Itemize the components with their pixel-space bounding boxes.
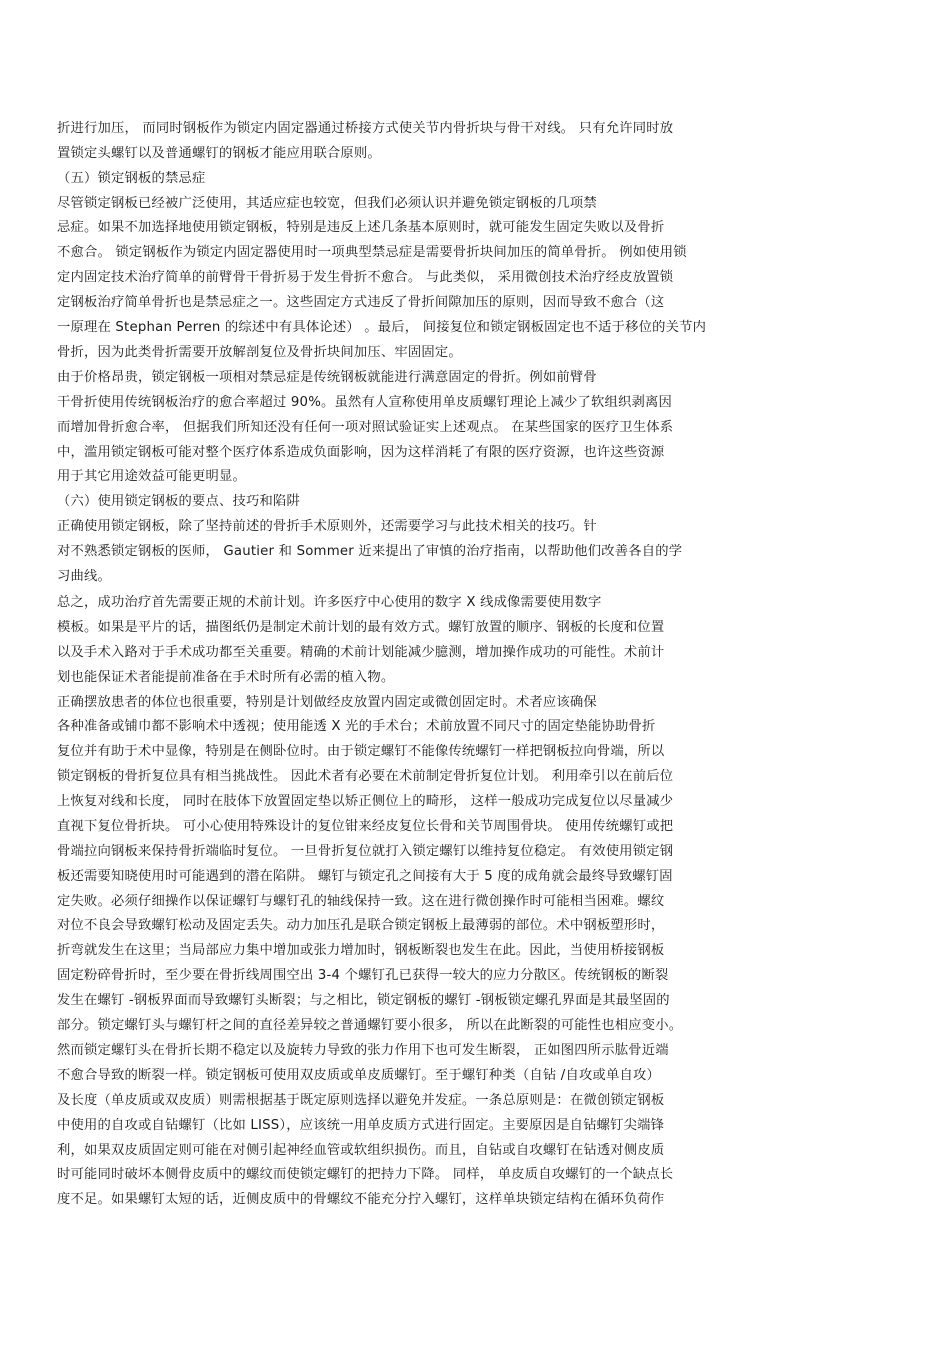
text-line: 模板。如果是平片的话，描图纸仍是制定术前计划的最有效方式。螺钉放置的顺序、钢板的长度和位置 xyxy=(57,620,665,635)
text-line: 划也能保证术者能提前准备在手术时所有必需的植入物。 xyxy=(57,670,395,685)
text-line: 发生在螺钉 -钢板界面而导致螺钉头断裂；与之相比，锁定钢板的螺钉 -钢板锁定螺孔界面是其最坚固的 xyxy=(57,993,670,1008)
text-line: 置锁定头螺钉以及普通螺钉的钢板才能应用联合原则。 xyxy=(57,146,381,161)
text-line: 复位并有助于术中显像，特别是在侧卧位时。由于锁定螺钉不能像传统螺钉一样把钢板拉向骨端，所以 xyxy=(57,744,665,759)
text-line: 骨端拉向钢板来保持骨折端临时复位。 一旦骨折复位就打入锁定螺钉以维持复位稳定。 有效使用锁定钢 xyxy=(57,844,674,859)
text-line: 不愈合。 锁定钢板作为锁定内固定器使用时一项典型禁忌症是需要骨折块间加压的简单骨折。 例如使用锁 xyxy=(57,245,687,260)
text-line: 由于价格昂贵，锁定钢板一项相对禁忌症是传统钢板就能进行满意固定的骨折。例如前臂骨 xyxy=(57,370,597,385)
text-line: 利，如果双皮质固定则可能在对侧引起神经血管或软组织损伤。而且，自钻或自攻螺钉在钻透对侧皮质 xyxy=(57,1143,665,1158)
section-heading: （五）锁定钢板的禁忌症 xyxy=(57,171,206,186)
text-line: 忌症。如果不加选择地使用锁定钢板，特别是违反上述几条基本原则时，就可能发生固定失败以及骨折 xyxy=(57,220,665,235)
text-line: 对位不良会导致螺钉松动及固定丢失。动力加压孔是联合锁定钢板上最薄弱的部位。术中钢板塑形时， xyxy=(57,918,665,933)
text-line: 然而锁定螺钉头在骨折长期不稳定以及旋转力导致的张力作用下也可发生断裂， 正如图四所示肱骨近端 xyxy=(57,1043,669,1058)
text-line: 对不熟悉锁定钢板的医师， Gautier 和 Sommer 近来提出了审慎的治疗指南，以帮助他们改善各自的学 xyxy=(57,544,683,559)
text-line: 中，滥用锁定钢板可能对整个医疗体系造成负面影响，因为这样消耗了有限的医疗资源，也许这些资源 xyxy=(57,445,665,460)
text-line: 不愈合导致的断裂一样。锁定钢板可使用双皮质或单皮质螺钉。至于螺钉种类（自钻 /自攻或单自攻） xyxy=(57,1068,660,1083)
text-line: 板还需要知晓使用时可能遇到的潜在陷阱。 螺钉与锁定孔之间接有大于 5 度的成角就会最终导致螺钉固 xyxy=(57,869,673,884)
text-line: 及长度（单皮质或双皮质）则需根据基于既定原则选择以避免并发症。一条总原则是：在微创锁定钢板 xyxy=(57,1093,665,1108)
text-line: 一原理在 Stephan Perren 的综述中有具体论述） 。最后， 间接复位和锁定钢板固定也不适于移位的关节内 xyxy=(57,320,707,335)
section-heading: （六）使用锁定钢板的要点、技巧和陷阱 xyxy=(57,494,300,509)
text-line: 固定粉碎骨折时，至少要在骨折线周围空出 3-4 个螺钉孔已获得一较大的应力分散区。传统钢板的断裂 xyxy=(57,968,669,983)
text-line: 正确使用锁定钢板，除了坚持前述的骨折手术原则外，还需要学习与此技术相关的技巧。针 xyxy=(57,519,597,534)
text-line: 定钢板治疗简单骨折也是禁忌症之一。这些固定方式违反了骨折间隙加压的原则，因而导致不愈合（这 xyxy=(57,295,665,310)
text-line: 骨折，因为此类骨折需要开放解剖复位及骨折块间加压、牢固固定。 xyxy=(57,345,462,360)
text-line: 总之，成功治疗首先需要正规的术前计划。许多医疗中心使用的数字 X 线成像需要使用数字 xyxy=(57,595,602,610)
text-line: 正确摆放患者的体位也很重要，特别是计划做经皮放置内固定或微创固定时。术者应该确保 xyxy=(57,695,597,710)
text-line: 上恢复对线和长度， 同时在肢体下放置固定垫以矫正侧位上的畸形， 这样一般成功完成复位以尽量减少 xyxy=(57,794,674,809)
text-line: 以及手术入路对于手术成功都至关重要。精确的术前计划能减少臆测，增加操作成功的可能性。术前计 xyxy=(57,645,665,660)
text-line: 习曲线。 xyxy=(57,569,111,584)
text-line: 定失败。必须仔细操作以保证螺钉与螺钉孔的轴线保持一致。这在进行微创操作时可能相当困难。螺纹 xyxy=(57,894,665,909)
text-line: 时可能同时破坏本侧骨皮质中的螺纹而使锁定螺钉的把持力下降。 同样， 单皮质自攻螺钉的一个缺点长 xyxy=(57,1167,674,1182)
text-line: 度不足。如果螺钉太短的话，近侧皮质中的骨螺纹不能充分拧入螺钉，这样单块锁定结构在循环负荷作 xyxy=(57,1192,665,1207)
text-line: 用于其它用途效益可能更明显。 xyxy=(57,469,246,484)
text-line: 干骨折使用传统钢板治疗的愈合率超过 90%。虽然有人宣称使用单皮质螺钉理论上减少了软组织剥离因 xyxy=(57,395,672,410)
text-line: 尽管锁定钢板已经被广泛使用，其适应症也较宽，但我们必须认识并避免锁定钢板的几项禁 xyxy=(57,196,597,211)
text-line: 直视下复位骨折块。 可小心使用特殊设计的复位钳来经皮复位长骨和关节周围骨块。 使用传统螺钉或把 xyxy=(57,819,674,834)
text-line: 折弯就发生在这里；当局部应力集中增加或张力增加时，钢板断裂也发生在此。因此，当使用桥接钢板 xyxy=(57,943,665,958)
text-line: 锁定钢板的骨折复位具有相当挑战性。 因此术者有必要在术前制定骨折复位计划。 利用牵引以在前后位 xyxy=(57,769,674,784)
text-line: 定内固定技术治疗简单的前臂骨干骨折易于发生骨折不愈合。 与此类似， 采用微创技术治疗经皮放置锁 xyxy=(57,270,674,285)
text-line: 部分。锁定螺钉头与螺钉杆之间的直径差异较之普通螺钉要小很多， 所以在此断裂的可能性也相应变小。 xyxy=(57,1018,683,1033)
text-line: 折进行加压， 而同时钢板作为锁定内固定器通过桥接方式使关节内骨折块与骨干对线。 只有允许同时放 xyxy=(57,121,674,136)
text-line: 而增加骨折愈合率， 但据我们所知还没有任何一项对照试验证实上述观点。 在某些国家的医疗卫生体系 xyxy=(57,420,674,435)
text-line: 各种准备或铺巾都不影响术中透视；使用能透 X 光的手术台；术前放置不同尺寸的固定垫能协助骨折 xyxy=(57,719,656,734)
text-line: 中使用的自攻或自钻螺钉（比如 LISS），应该统一用单皮质方式进行固定。主要原因是自钻螺钉尖端锋 xyxy=(57,1118,665,1133)
